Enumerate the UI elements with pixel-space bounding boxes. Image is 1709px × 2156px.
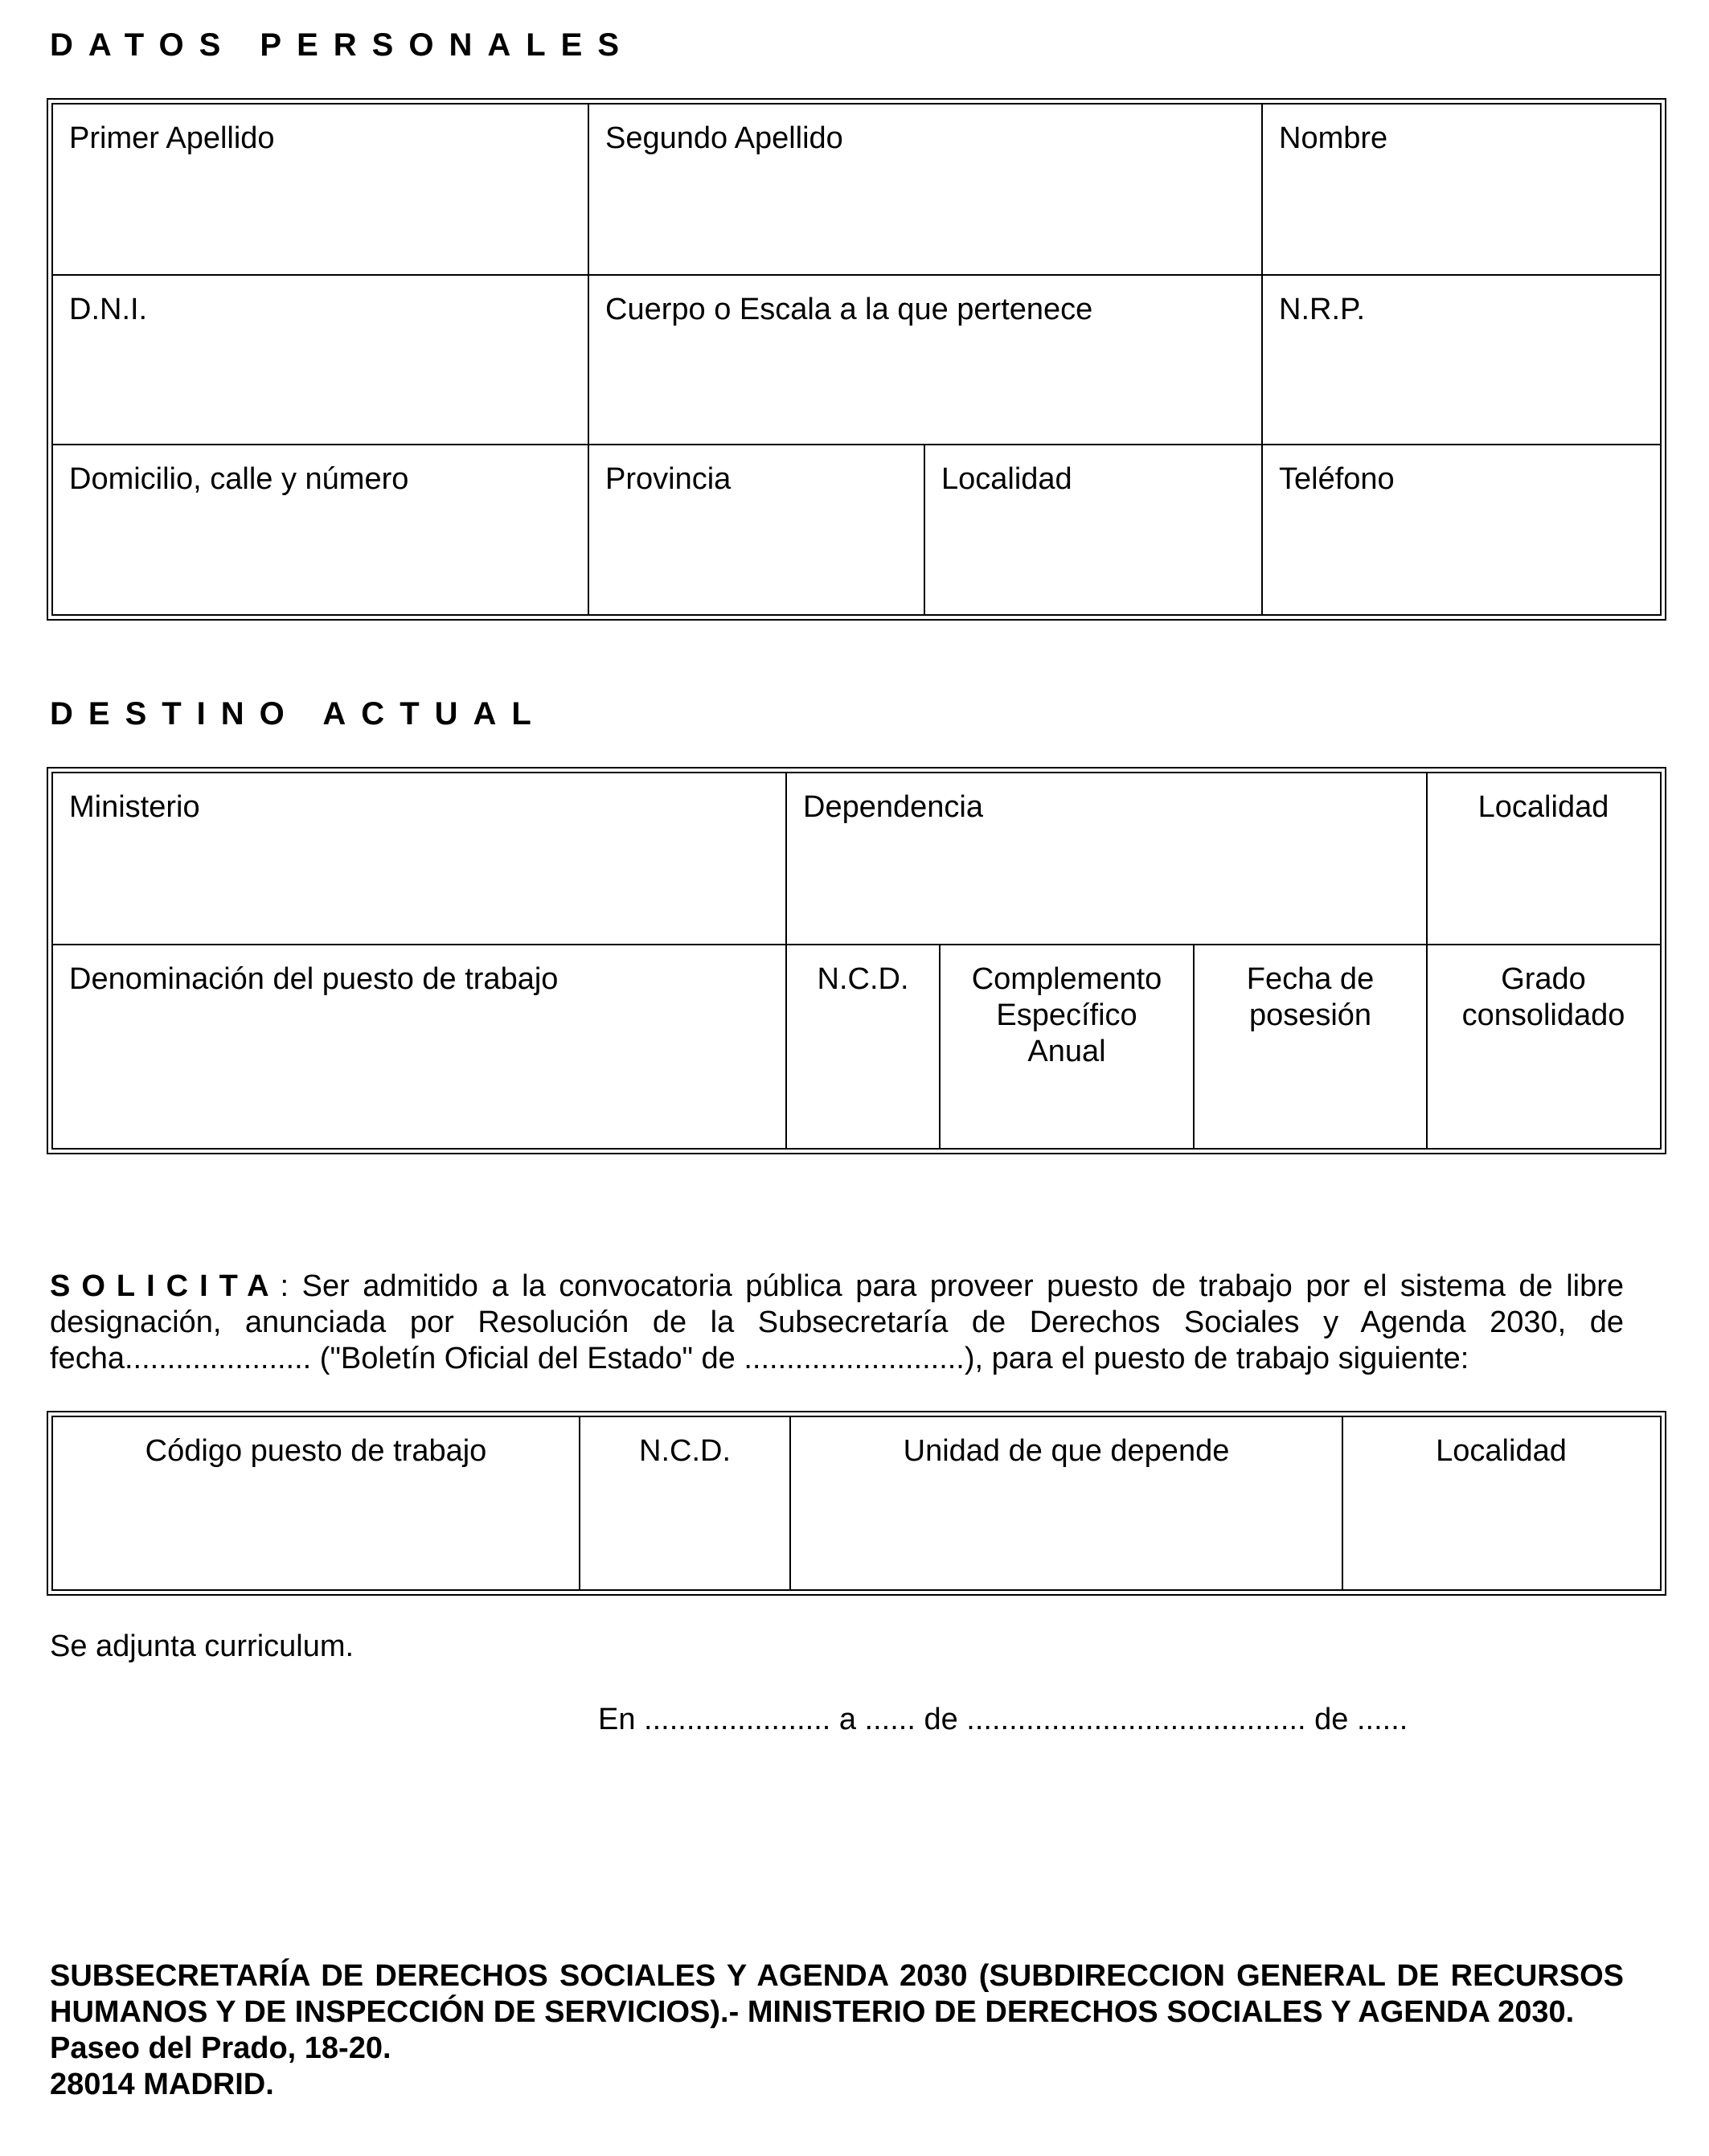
destino-actual-heading: DESTINO ACTUAL (50, 696, 547, 732)
localidad-destino-label: Localidad (1477, 790, 1609, 824)
fecha-posesion-label-line2: posesión (1248, 998, 1372, 1032)
unidad-label: Unidad de que depende (903, 1434, 1230, 1468)
lugar-fecha-line: En ...................... a ...... de ........................................ de ...... (598, 1703, 1408, 1736)
datos-personales-heading: DATOS PERSONALES (50, 27, 635, 63)
ministerio-label: Ministerio (69, 790, 200, 824)
localidad-destino-field[interactable] (1428, 773, 1659, 944)
nombre-label: Nombre (1279, 121, 1388, 155)
localidad-solicitado-label: Localidad (1436, 1434, 1567, 1468)
grado-label-line1: Grado (1501, 962, 1586, 996)
ncd-destino-label: N.C.D. (817, 962, 909, 996)
nombre-field[interactable] (1263, 105, 1659, 274)
segundo-apellido-label: Segundo Apellido (605, 121, 843, 155)
nrp-label: N.R.P. (1279, 293, 1366, 326)
solicita-paragraph (50, 1269, 1624, 1377)
cuerpo-escala-label: Cuerpo o Escala a la que pertenece (605, 293, 1093, 326)
domicilio-field[interactable] (53, 445, 588, 611)
codigo-puesto-label: Código puesto de trabajo (145, 1434, 487, 1468)
cuerpo-escala-field[interactable] (589, 276, 1261, 444)
nrp-field[interactable] (1263, 276, 1659, 444)
grado-label-line2: consolidado (1461, 998, 1625, 1032)
complemento-label-line1: Complemento (971, 962, 1162, 996)
dependencia-field[interactable] (787, 773, 1426, 944)
localidad-label: Localidad (941, 462, 1072, 496)
adjunta-curriculum-text: Se adjunta curriculum. (50, 1629, 355, 1663)
solicita-text: : Ser admitido a la convocatoria pública para proveer puesto de trabajo por el sistema de libre designación, anunciada por Resolución de la Subsecretaría de Derechos Sociales y Agenda 2030, de fecha...................... ("Boletín Oficial del Estado" de ..........................), para el puesto de trabajo siguiente: (50, 1269, 1624, 1375)
denominacion-label: Denominación del puesto de trabajo (69, 962, 559, 996)
domicilio-label: Domicilio, calle y número (69, 462, 409, 496)
dni-field[interactable] (53, 276, 588, 444)
unidad-field[interactable] (791, 1417, 1342, 1586)
destino-actual-table (47, 767, 1666, 1154)
solicita-label: SOLICITA (50, 1269, 281, 1303)
fecha-posesion-label-line1: Fecha de (1246, 962, 1375, 996)
localidad-field[interactable] (925, 445, 1261, 611)
localidad-solicitado-field[interactable] (1343, 1417, 1659, 1586)
provincia-label: Provincia (605, 462, 732, 496)
ncd-solicitado-label: N.C.D. (639, 1434, 731, 1468)
datos-personales-table (47, 98, 1666, 621)
telefono-field[interactable] (1263, 445, 1659, 611)
segundo-apellido-field[interactable] (589, 105, 1261, 274)
provincia-field[interactable] (589, 445, 924, 611)
grado-consolidado-field[interactable] (1428, 945, 1659, 1145)
telefono-label: Teléfono (1279, 462, 1395, 496)
dependencia-label: Dependencia (803, 790, 983, 824)
complemento-label-line2: Específico (996, 998, 1137, 1032)
fecha-posesion-field[interactable] (1195, 945, 1426, 1145)
footer-address (50, 1958, 1624, 2103)
codigo-puesto-field[interactable] (53, 1417, 579, 1586)
footer-organismo: SUBSECRETARÍA DE DERECHOS SOCIALES Y AGENDA 2030 (SUBDIRECCION GENERAL DE RECURSOS HUMANOS Y DE INSPECCIÓN DE SERVICIOS).- MINISTERIO DE DERECHOS SOCIALES Y AGENDA 2030. (50, 1959, 1624, 2029)
ncd-destino-field[interactable] (787, 945, 939, 1145)
primer-apellido-label: Primer Apellido (69, 121, 275, 155)
complemento-field[interactable] (941, 945, 1193, 1145)
ministerio-field[interactable] (53, 773, 785, 944)
complemento-label-line3: Anual (1027, 1035, 1106, 1068)
puesto-solicitado-table (47, 1411, 1666, 1596)
dni-label: D.N.I. (69, 293, 148, 326)
primer-apellido-field[interactable] (53, 105, 588, 274)
ncd-solicitado-field[interactable] (580, 1417, 789, 1586)
footer-cp-ciudad: 28014 MADRID. (50, 2068, 274, 2101)
denominacion-field[interactable] (53, 945, 785, 1145)
footer-direccion: Paseo del Prado, 18-20. (50, 2031, 391, 2065)
